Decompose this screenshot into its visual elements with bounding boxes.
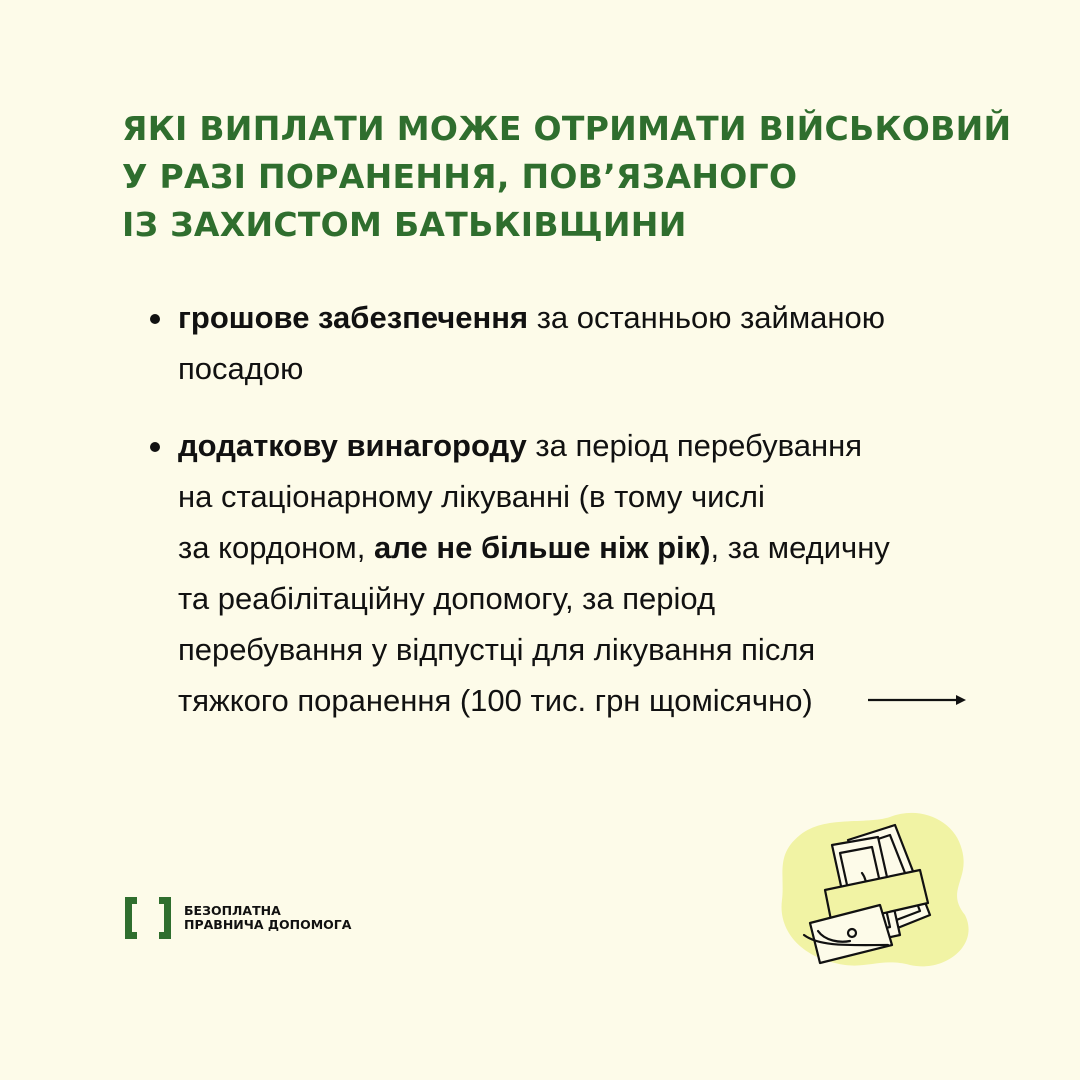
list-item bbox=[148, 292, 1008, 394]
body-text: , за медичну bbox=[710, 530, 890, 565]
logo-line: ПРАВНИЧА ДОПОМОГА bbox=[184, 917, 352, 932]
arrow-right-icon[interactable] bbox=[866, 690, 968, 710]
title-line: У РАЗІ ПОРАНЕННЯ, ПОВ’ЯЗАНОГО bbox=[122, 157, 798, 196]
list-item-line bbox=[178, 522, 1008, 573]
title-line: ЯКІ ВИПЛАТИ МОЖЕ ОТРИМАТИ ВІЙСЬКОВИЙ bbox=[122, 109, 1012, 148]
body-text: за кордоном, bbox=[178, 530, 374, 565]
list-item-line: на стаціонарному лікуванні (в тому числі bbox=[178, 479, 765, 514]
bracket-logo-icon bbox=[122, 895, 174, 941]
list-item-line bbox=[178, 420, 1008, 471]
bullet-icon bbox=[150, 314, 160, 324]
list-item-line: та реабілітаційну допомогу, за період bbox=[178, 581, 716, 616]
money-bundle-icon bbox=[770, 795, 980, 975]
list-item-line: перебування у відпустці для лікування після bbox=[178, 632, 816, 667]
emphasis-text: додаткову винагороду bbox=[178, 428, 527, 463]
organization-logo bbox=[122, 895, 351, 941]
list-item bbox=[148, 420, 1008, 726]
emphasis-text: але не більше ніж рік) bbox=[373, 530, 711, 565]
list-item-line bbox=[178, 292, 1008, 343]
bullet-icon bbox=[150, 442, 160, 452]
emphasis-text: грошове забезпечення bbox=[178, 300, 529, 335]
title-line: ІЗ ЗАХИСТОМ БАТЬКІВЩИНИ bbox=[122, 205, 687, 244]
logo-line: БЕЗОПЛАТНА bbox=[184, 903, 281, 918]
body-text: за період перебування bbox=[526, 428, 862, 463]
page-title bbox=[122, 105, 1022, 249]
payments-list bbox=[148, 292, 1008, 726]
list-item-line: тяжкого поранення (100 тис. грн щомісячно) bbox=[178, 683, 813, 718]
list-item-line: посадою bbox=[178, 351, 304, 386]
body-text: за останньою займаною bbox=[528, 300, 886, 335]
logo-text bbox=[184, 904, 351, 932]
